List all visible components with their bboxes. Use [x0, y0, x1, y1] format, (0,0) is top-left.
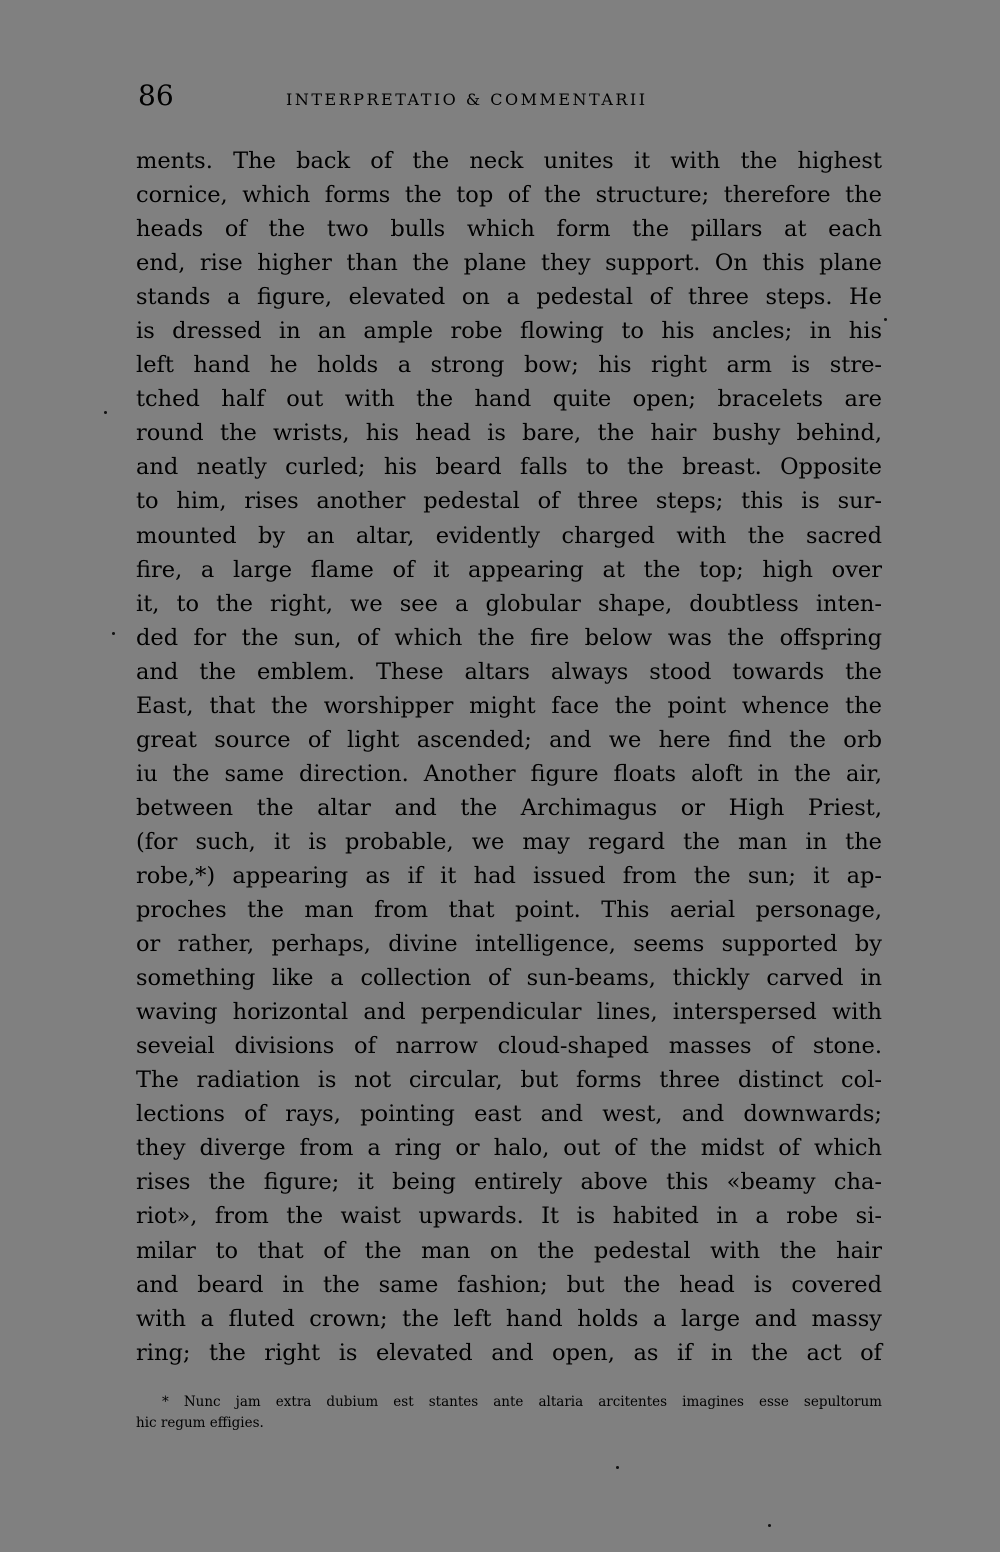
text-line: ments. The back of the neck unites it with the highest [136, 148, 882, 174]
print-speck [104, 411, 107, 414]
text-line: ded for the sun, of which the fire below was the offspring [136, 624, 882, 651]
text-line: East, that the worshipper might face the point whence the [136, 692, 882, 719]
text-line: is dressed in an ample robe flowing to his ancles; in his [136, 318, 882, 345]
footnote-line: * Nunc jam extra dubium est stantes ante altaria arcitentes imagines esse sepultorum [162, 1394, 882, 1410]
text-line: with a fluted crown; the left hand holds a large and massy [136, 1305, 882, 1332]
print-speck [768, 1524, 771, 1527]
body-text [136, 144, 882, 1370]
text-line: (for such, it is probable, we may regard the man in the [136, 828, 882, 855]
text-line: round the wrists, his head is bare, the hair bushy behind, [136, 420, 882, 447]
text-line: stands a figure, elevated on a pedestal of three steps. He [136, 284, 882, 311]
text-line: cornice, which forms the top of the structure; therefore the [136, 182, 882, 209]
text-line: end, rise higher than the plane they support. On this plane [136, 250, 882, 277]
running-head: INTERPRETATIO & COMMENTARII [286, 90, 648, 109]
text-line: heads of the two bulls which form the pillars at each [136, 216, 882, 243]
text-line: great source of light ascended; and we here find the orb [136, 726, 882, 753]
text-line: seveial divisions of narrow cloud-shaped masses of stone. [136, 1033, 882, 1060]
text-line: milar to that of the man on the pedestal with the hair [136, 1237, 882, 1264]
text-line: and neatly curled; his beard falls to the breast. Opposite [136, 454, 882, 481]
text-line: robe,*) appearing as if it had issued from the sun; it ap- [136, 862, 882, 889]
page-number: 86 [138, 79, 174, 112]
text-line: something like a collection of sun-beams, thickly carved in [136, 965, 882, 992]
page-header [138, 78, 883, 118]
print-speck [112, 632, 115, 635]
print-speck [884, 318, 887, 321]
text-line: lections of rays, pointing east and west, and downwards; [136, 1101, 882, 1128]
text-line: waving horizontal and perpendicular lines, interspersed with [136, 999, 882, 1026]
text-line: riot», from the waist upwards. It is habited in a robe si- [136, 1203, 882, 1230]
text-line: left hand he holds a strong bow; his right arm is stre- [136, 352, 882, 379]
text-line: The radiation is not circular, but forms three distinct col- [136, 1067, 882, 1094]
text-line: proches the man from that point. This aerial personage, [136, 897, 882, 924]
text-line: iu the same direction. Another figure floats aloft in the air, [136, 760, 882, 787]
footnote [136, 1392, 882, 1434]
text-line: ring; the right is elevated and open, as if in the act of [136, 1339, 882, 1366]
text-line: or rather, perhaps, divine intelligence, seems supported by [136, 931, 882, 958]
text-line: and the emblem. These altars always stood towards the [136, 658, 882, 685]
text-line: it, to the right, we see a globular shape, doubtless inten- [136, 590, 882, 617]
text-line: tched half out with the hand quite open; bracelets are [136, 386, 882, 413]
text-line: and beard in the same fashion; but the head is covered [136, 1271, 882, 1298]
text-line: between the altar and the Archimagus or High Priest, [136, 794, 882, 821]
footnote-line: hic regum effigies. [136, 1415, 264, 1431]
text-line: they diverge from a ring or halo, out of the midst of which [136, 1135, 882, 1162]
text-line: fire, a large flame of it appearing at the top; high over [136, 556, 882, 583]
print-speck [616, 1466, 619, 1469]
text-line: rises the figure; it being entirely above this «beamy cha- [136, 1169, 882, 1196]
text-line: to him, rises another pedestal of three steps; this is sur- [136, 488, 882, 515]
text-line: mounted by an altar, evidently charged with the sacred [136, 522, 882, 549]
